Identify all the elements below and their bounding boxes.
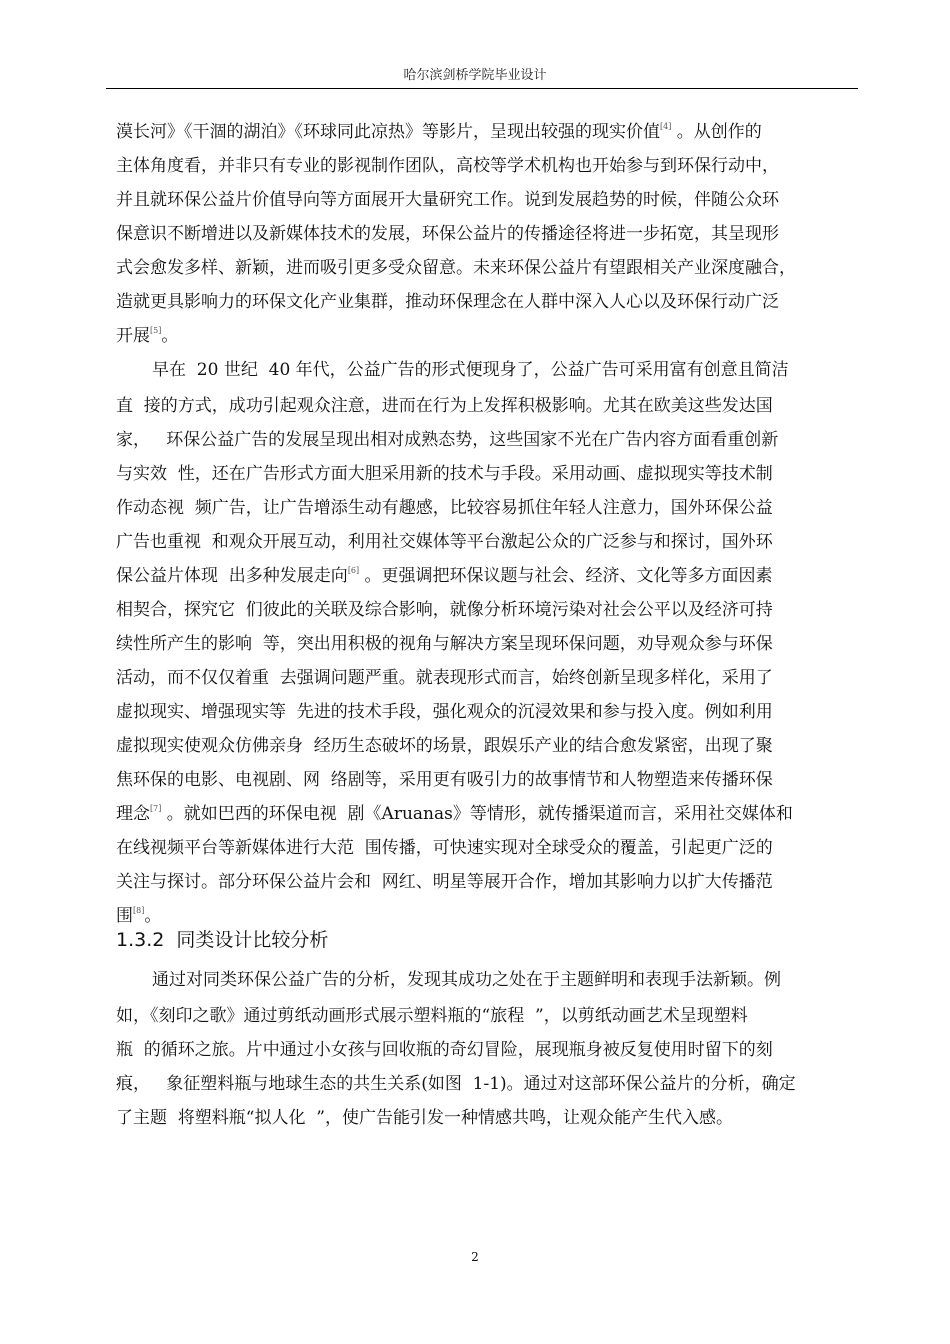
- para1-line-2: 主体角度看，并非只有专业的影视制作团队，高校等学术机构也开始参与到环保行动中，: [116, 156, 779, 176]
- citation-ref: [4]: [660, 122, 672, 131]
- para2-line-1: 早在 20 世纪 40 年代，公益广告的形式便现身了，公益广告可采用富有创意且简洁: [152, 360, 789, 380]
- text-run: 。: [161, 326, 179, 346]
- para2-line-16: 关注与探讨。部分环保公益片会和 网红、明星等展开合作，增加其影响力以扩大传播范: [116, 872, 773, 892]
- para2-line-5: 作动态视 频广告，让广告增添生动有趣感，比较容易抓住年轻人注意力，国外环保公益: [116, 498, 773, 518]
- text-run: 开展: [116, 326, 150, 346]
- para2-line-12: 虚拟现实使观众仿佛亲身 经历生态破坏的场景，跟娱乐产业的结合愈发紧密，出现了聚: [116, 736, 773, 756]
- para2-line-4: 与实效 性，还在广告形式方面大胆采用新的技术与手段。采用动画、虚拟现实等技术制: [116, 464, 773, 484]
- text-run: 。就如巴西的环保电视 剧《Aruanas》等情形，就传播渠道而言，采用社交媒体和: [161, 804, 793, 824]
- citation-ref: [5]: [150, 326, 162, 335]
- section-heading: 1.3.2 同类设计比较分析: [116, 929, 329, 951]
- para1-line-6: 造就更具影响力的环保文化产业集群，推动环保理念在人群中深入人心以及环保行动广泛: [116, 292, 779, 312]
- para2-line-11: 虚拟现实、增强现实等 先进的技术手段，强化观众的沉浸效果和参与投入度。例如利用: [116, 702, 773, 722]
- para3-line-3: 瓶 的循环之旅。片中通过小女孩与回收瓶的奇幻冒险，展现瓶身被反复使用时留下的刻: [116, 1040, 773, 1060]
- page-number: 2: [471, 1250, 479, 1264]
- para2-line-3: 家， 环保公益广告的发展呈现出相对成熟态势，这些国家不光在广告内容方面看重创新: [116, 430, 779, 450]
- para2-line-2: 直 接的方式，成功引起观众注意，进而在行为上发挥积极影响。尤其在欧美这些发达国: [116, 396, 773, 416]
- citation-ref: [7]: [150, 804, 162, 813]
- para2-line-7: [116, 564, 773, 588]
- citation-ref: [6]: [347, 566, 360, 575]
- text-run: 。从创作的: [671, 122, 762, 142]
- para2-line-14: [116, 802, 793, 826]
- para2-line-10: 活动，而不仅仅着重 去强调问题严重。就表现形式而言，始终创新呈现多样化，采用了: [116, 668, 773, 688]
- text-run: 。: [144, 906, 162, 926]
- para1-line-3: 并且就环保公益片价值导向等方面展开大量研究工作。说到发展趋势的时候，伴随公众环: [116, 190, 779, 210]
- para1-line-1: [116, 120, 762, 144]
- text-run: 围: [116, 906, 133, 926]
- para1-line-5: 式会愈发多样、新颖，进而吸引更多受众留意。未来环保公益片有望跟相关产业深度融合，: [116, 258, 796, 278]
- para2-line-9: 续性所产生的影响 等，突出用积极的视角与解决方案呈现环保问题，劝导观众参与环保: [116, 634, 773, 654]
- para3-line-1: 通过对同类环保公益广告的分析，发现其成功之处在于主题鲜明和表现手法新颖。例: [152, 970, 781, 990]
- para1-line-4: 保意识不断增进以及新媒体技术的发展，环保公益片的传播途径将进一步拓宽，其呈现形: [116, 224, 779, 244]
- header-divider: [106, 88, 858, 89]
- page-header-title: 哈尔滨剑桥学院毕业设计: [403, 68, 547, 83]
- para3-line-4: 痕， 象征塑料瓶与地球生态的共生关系(如图 1-1)。通过对这部环保公益片的分析，确定: [116, 1074, 796, 1094]
- para2-line-15: 在线视频平台等新媒体进行大范 围传播，可快速实现对全球受众的覆盖，引起更广泛的: [116, 838, 773, 858]
- para2-line-6: 广告也重视 和观众开展互动，利用社交媒体等平台激起公众的广泛参与和探讨，国外环: [116, 532, 773, 552]
- text-run: 保公益片体现 出多种发展走向: [116, 566, 348, 586]
- para2-line-8: 相契合，探究它 们彼此的关联及综合影响，就像分析环境污染对社会公平以及经济可持: [116, 600, 773, 620]
- text-run: 。更强调把环保议题与社会、经济、文化等多方面因素: [359, 566, 773, 586]
- para1-line-7: [116, 324, 178, 348]
- text-run: 漠长河》《干涸的湖泊》《环球同此凉热》等影片，呈现出较强的现实价值: [116, 122, 660, 142]
- citation-ref: [8]: [133, 906, 145, 915]
- para2-line-13: 焦环保的电影、电视剧、网 络剧等，采用更有吸引力的故事情节和人物塑造来传播环保: [116, 770, 773, 790]
- text-run: 理念: [116, 804, 150, 824]
- para3-line-5: 了主题 将塑料瓶“拟人化 ”，使广告能引发一种情感共鸣，让观众能产生代入感。: [116, 1108, 733, 1128]
- para3-line-2: 如，《刻印之歌》通过剪纸动画形式展示塑料瓶的“旅程 ”，以剪纸动画艺术呈现塑料: [116, 1006, 748, 1026]
